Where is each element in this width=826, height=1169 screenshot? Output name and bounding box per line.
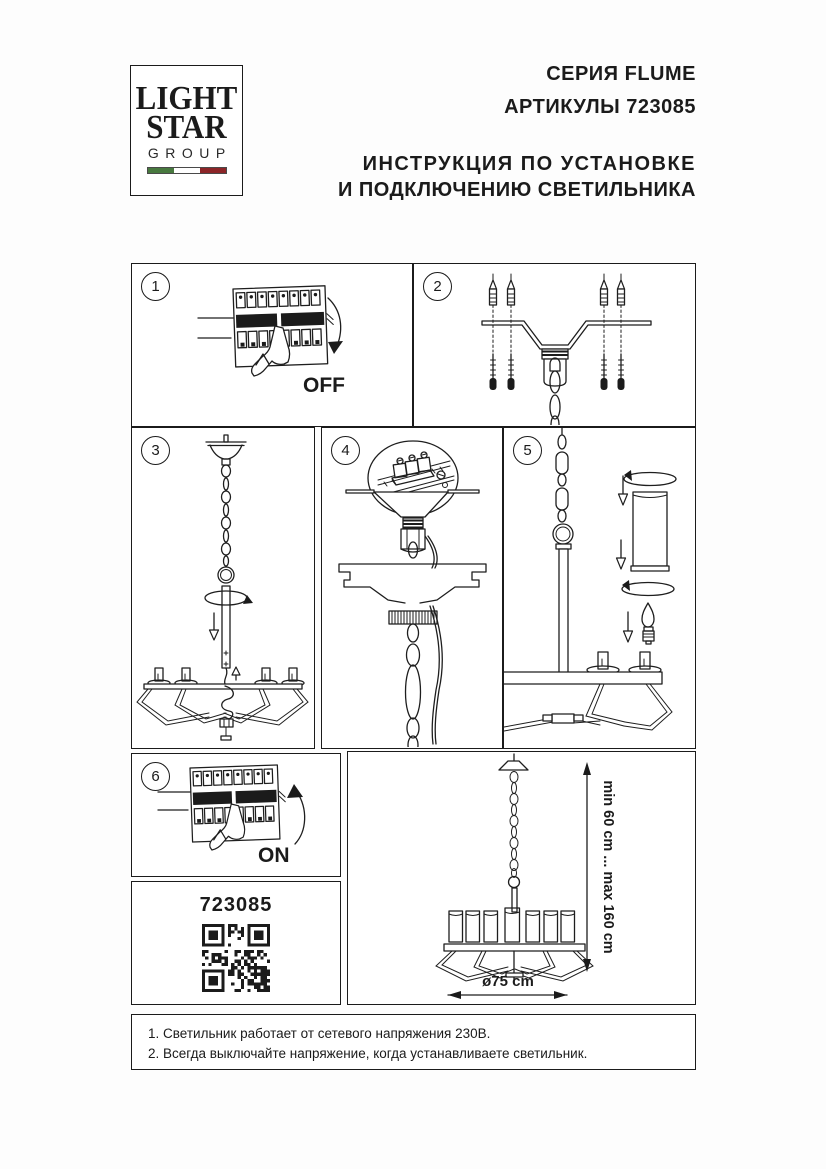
step-panel-3 (131, 427, 315, 749)
qr-panel (131, 881, 341, 1005)
qr-code (202, 924, 270, 992)
article-number: 723085 (199, 894, 273, 916)
step-number-4: 4 (331, 436, 360, 465)
diameter-label: ø75 cm (482, 973, 534, 990)
header-text (338, 63, 696, 202)
italian-flag-stripe (147, 167, 227, 174)
step-number-2: 2 (423, 272, 452, 301)
bracket-mounting-drawing (414, 264, 694, 425)
notes-panel (131, 1014, 696, 1070)
chandelier-hanging-drawing (132, 428, 313, 747)
instruction-title-line2: И ПОДКЛЮЧЕНИЮ СВЕТИЛЬНИКА (337, 179, 696, 201)
lightstar-logo (130, 65, 243, 196)
series-title: СЕРИЯ FLUME (546, 63, 696, 85)
breaker-off-drawing (132, 264, 411, 425)
logo-word-group: GROUP (147, 145, 232, 161)
dimensions-panel (347, 751, 696, 1005)
note-line-2: 2. Всегда выключайте напряжение, когда устанавливаете светильник. (148, 1046, 588, 1061)
height-range-label: min 60 cm ... max 160 cm (600, 780, 616, 954)
step-number-1: 1 (141, 272, 170, 301)
off-label: OFF (303, 374, 345, 397)
article-number-title: АРТИКУЛЫ 723085 (504, 96, 696, 118)
logo-word-star: STAR (146, 107, 227, 146)
step-number-6: 6 (141, 762, 170, 791)
step-panel-5 (503, 427, 696, 749)
step-panel-4 (321, 427, 503, 749)
note-line-1: 1. Светильник работает от сетевого напряжения 230В. (148, 1026, 491, 1041)
step-number-5: 5 (513, 436, 542, 465)
step-panel-6 (131, 753, 341, 877)
chandelier-dimensions-drawing (348, 752, 694, 1003)
on-label: ON (258, 844, 290, 867)
step-panel-1 (131, 263, 413, 427)
instruction-title-line1: ИНСТРУКЦИЯ ПО УСТАНОВКЕ (362, 153, 696, 175)
wiring-detail-drawing (322, 428, 501, 747)
logo-word-light: LIGHT (135, 78, 238, 117)
shade-bulb-assembly-drawing (504, 428, 694, 747)
step-panel-2 (413, 263, 696, 427)
step-number-3: 3 (141, 436, 170, 465)
